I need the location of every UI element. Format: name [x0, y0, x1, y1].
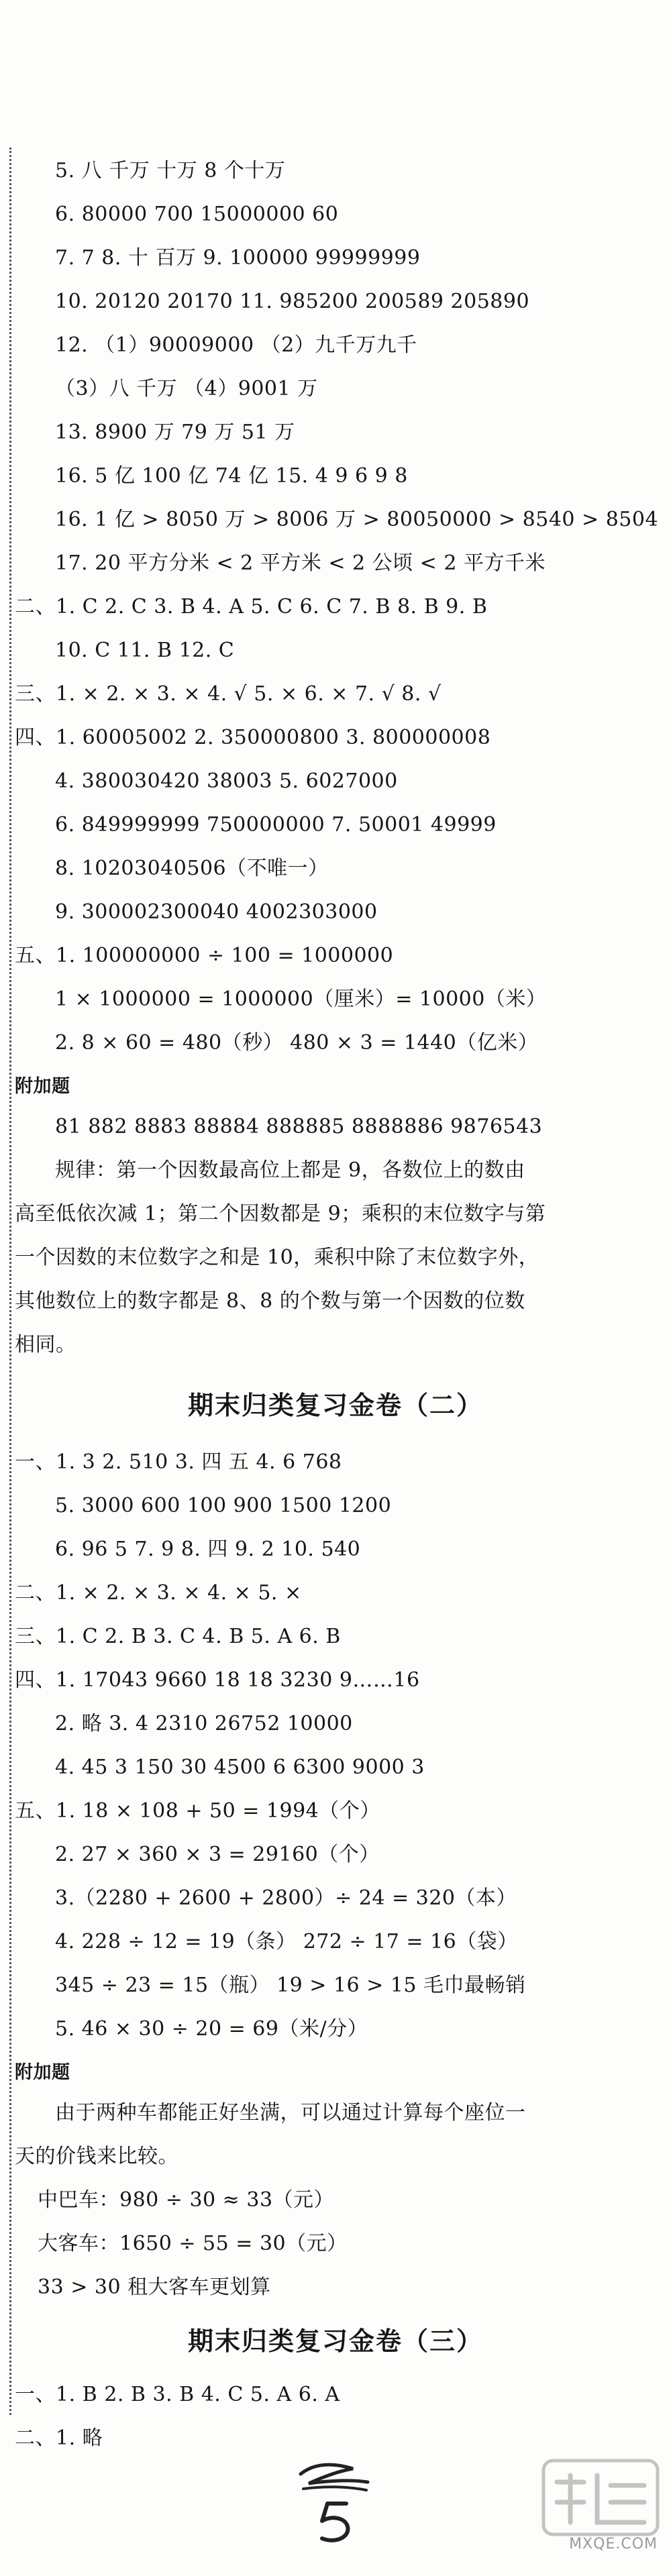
answer-line: 4. 45 3 150 30 4500 6 6300 9000 3 [55, 1756, 425, 1779]
answer-line: 16. 5 亿 100 亿 74 亿 15. 4 9 6 9 8 [55, 464, 408, 488]
answer-line: 4. 380030420 38003 5. 6027000 [55, 769, 398, 793]
binding-dotted-line [9, 148, 11, 2415]
answer-line: 四、1. 17043 9660 18 18 3230 9……16 [15, 1668, 420, 1692]
answer-line: 13. 8900 万 79 万 51 万 [55, 421, 295, 444]
rule-text: 高至低依次减 1；第二个因数都是 9；乘积的末位数字与第 [15, 1202, 546, 1226]
answer-line: 345 ÷ 23 = 15（瓶） 19 > 16 > 15 毛巾最畅销 [55, 1974, 526, 1997]
answer-line: 3.（2280 + 2600 + 2800）÷ 24 = 320（本） [55, 1886, 517, 1910]
answer-line: 16. 1 亿 > 8050 万 > 8006 万 > 80050000 > 8540 > 8504 [55, 508, 659, 531]
bonus-text: 中巴车：980 ÷ 30 ≈ 33（元） [38, 2188, 335, 2212]
answer-line: 二、1. 略 [15, 2426, 103, 2450]
answer-line: 81 882 8883 88884 888885 8888886 9876543 [55, 1115, 543, 1138]
bonus-text: 大客车：1650 ÷ 55 = 30（元） [38, 2232, 348, 2255]
answer-line: 2. 略 3. 4 2310 26752 10000 [55, 1712, 353, 1735]
answer-line: 5. 3000 600 100 900 1500 1200 [55, 1494, 392, 1517]
answer-line: 2. 8 × 60 = 480（秒） 480 × 3 = 1440（亿米） [55, 1031, 539, 1055]
answer-line: 7. 7 8. 十 百万 9. 100000 99999999 [55, 246, 421, 270]
bonus-text: 天的价钱来比较。 [15, 2145, 178, 2168]
page-number-icon [289, 2449, 382, 2549]
rule-text: 规律：第一个因数最高位上都是 9，各数位上的数由 [55, 1159, 525, 1182]
answer-line: 五、1. 100000000 ÷ 100 = 1000000 [15, 944, 394, 967]
bonus-text: 33 > 30 租大客车更划算 [38, 2275, 271, 2299]
answer-line: 1 × 1000000 = 1000000（厘米）= 10000（米） [55, 987, 547, 1011]
answer-line: 4. 228 ÷ 12 = 19（条） 272 ÷ 17 = 16（袋） [55, 1930, 518, 1953]
answer-line: 6. 80000 700 15000000 60 [55, 203, 339, 226]
answer-line: 二、1. C 2. C 3. B 4. A 5. C 6. C 7. B 8. B 9. B [15, 595, 488, 619]
answer-line: 8. 10203040506（不唯一） [55, 857, 329, 880]
answer-line: 三、1. C 2. B 3. C 4. B 5. A 6. B [15, 1625, 341, 1648]
answer-line: 6. 849999999 750000000 7. 50001 49999 [55, 813, 497, 837]
answer-line: 6. 96 5 7. 9 8. 四 9. 2 10. 540 [55, 1538, 361, 1561]
answer-line: 10. C 11. B 12. C [55, 639, 235, 662]
rule-text: 其他数位上的数字都是 8、8 的个数与第一个因数的位数 [15, 1289, 525, 1313]
answer-line: 二、1. × 2. × 3. × 4. × 5. × [15, 1581, 302, 1605]
answer-line: 17. 20 平方分米 < 2 平方米 < 2 公顷 < 2 平方千米 [55, 551, 546, 575]
answer-line: 12. （1）90009000 （2）九千万九千 [55, 333, 417, 357]
bonus-text: 由于两种车都能正好坐满，可以通过计算每个座位一 [55, 2101, 526, 2125]
section-title: 期末归类复习金卷（三） [187, 2326, 483, 2356]
answer-line: 9. 300002300040 4002303000 [55, 900, 378, 924]
rule-text: 一个因数的末位数字之和是 10，乘积中除了末位数字外， [15, 1246, 539, 1269]
answer-line: 四、1. 60005002 2. 350000800 3. 800000008 [15, 726, 491, 749]
rule-text: 相同。 [15, 1333, 76, 1356]
answer-line: 五、1. 18 × 108 + 50 = 1994（个） [15, 1799, 380, 1823]
answer-line: 10. 20120 20170 11. 985200 200589 205890 [55, 290, 530, 313]
answer-line: 一、1. B 2. B 3. B 4. C 5. A 6. A [15, 2383, 340, 2406]
answer-line: 2. 27 × 360 × 3 = 29160（个） [55, 1843, 380, 1866]
answer-line: 5. 46 × 30 ÷ 20 = 69（米/分） [55, 2017, 368, 2041]
answer-line: 三、1. × 2. × 3. × 4. √ 5. × 6. × 7. √ 8. √ [15, 682, 442, 706]
answer-line: （3）八 千万 （4）9001 万 [55, 377, 318, 400]
section-title: 期末归类复习金卷（二） [187, 1391, 483, 1420]
answer-line: 5. 八 千万 十万 8 个十万 [55, 159, 286, 182]
bonus-title: 附加题 [15, 1076, 70, 1097]
answer-line: 一、1. 3 2. 510 3. 四 五 4. 6 768 [15, 1450, 342, 1474]
bonus-title: 附加题 [15, 2062, 70, 2083]
watermark-text: MXQE.COM [569, 2536, 658, 2553]
